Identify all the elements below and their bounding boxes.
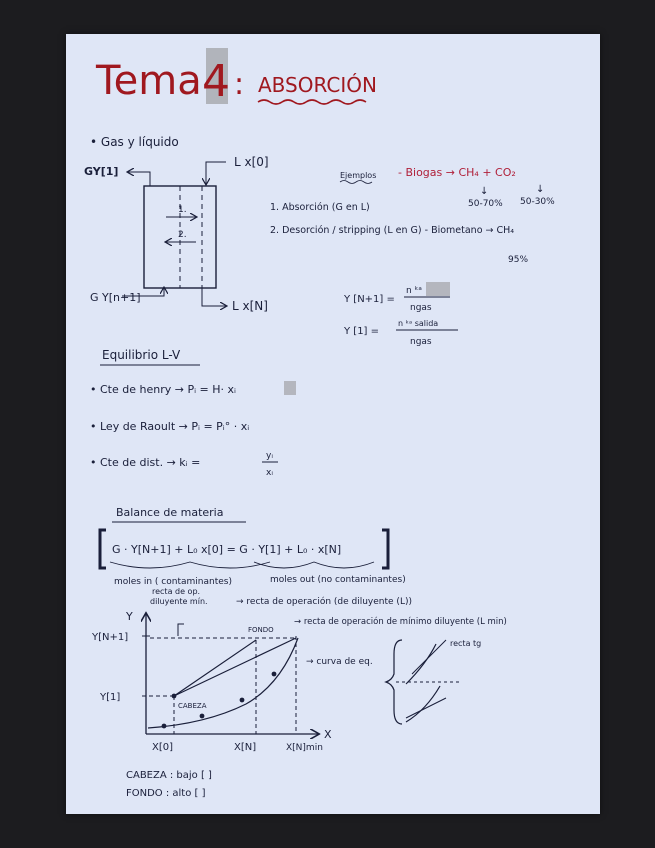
min-operating-line [174, 638, 296, 696]
henry-law: • Cte de henry → Pᵢ = H· xᵢ [90, 383, 236, 396]
y-n1-denominator: ngas [410, 303, 432, 313]
y-1-denominator: ngas [410, 337, 432, 347]
y-1-tick: Y[1] [100, 692, 121, 703]
y-n1-tick: Y[N+1] [92, 632, 129, 643]
svg-text:1.: 1. [178, 205, 187, 215]
label-gy1: GY[1] [84, 165, 119, 178]
y-1-numerator: n ᵏᵃ salida [398, 319, 439, 328]
section-equilibrio-heading: Equilibrio L-V [102, 348, 181, 362]
section-balance-heading: Balance de materia [116, 506, 224, 519]
operating-line [174, 640, 256, 696]
tangent-sketch-top [406, 644, 436, 684]
dist-constant: • Cte de dist. → kᵢ = [90, 456, 201, 469]
ejemplos-label: Ejemplos [340, 171, 377, 180]
moles-in-label: moles in ( contaminantes) [114, 577, 232, 587]
x-0-tick: X[0] [152, 742, 174, 753]
footer-cabeza: CABEZA : bajo [ ] [126, 770, 212, 781]
operating-line-diagram [91, 587, 507, 753]
page-title-subject: ABSORCIÓN [258, 73, 377, 97]
item-desorcion: 2. Desorción / stripping (L en G) - Biometano → CH₄ [270, 225, 515, 236]
biogas-text: - Biogas → CH₄ + CO₂ [398, 166, 516, 179]
y-1-lhs: Y [1] = [344, 326, 380, 337]
svg-text:X: X [324, 728, 332, 741]
svg-text:yᵢ: yᵢ [266, 451, 273, 461]
page-title-tema: Tema [96, 58, 202, 104]
label-recta-operacion-min: → recta de operación de mínimo diluyente (L min) [294, 617, 507, 627]
section-gas-liquido-heading: • Gas y líquido [90, 135, 179, 149]
svg-text:diluyente mín.: diluyente mín. [150, 597, 208, 606]
page-title-colon: : [234, 67, 245, 102]
biogas-pct-co2: 50-30% [520, 197, 555, 207]
title-underline [258, 100, 366, 104]
label-gyn1: G Y[n+1] [90, 291, 141, 304]
svg-text:Y: Y [126, 610, 133, 623]
svg-text:2.: 2. [178, 230, 187, 240]
svg-text:↓: ↓ [480, 186, 489, 197]
cabeza-label: CABEZA [178, 702, 207, 710]
item-absorcion: 1. Absorción (G en L) [270, 202, 370, 213]
equilibrium-curve [148, 638, 298, 728]
liquid-in-stream [206, 162, 226, 184]
svg-text:recta de op.: recta de op. [152, 587, 201, 596]
svg-text:xᵢ: xᵢ [266, 468, 273, 478]
raoult-law: • Ley de Raoult → Pᵢ = Pᵢ° · xᵢ [90, 420, 250, 433]
x-nmin-tick: X[N]min [286, 743, 323, 753]
biometano-pct: 95% [508, 255, 529, 265]
y-n1-numerator: n ᵏᵃ [406, 286, 422, 296]
y-n1-lhs: Y [N+1] = [344, 294, 395, 305]
label-lxn: L x[N] [232, 299, 268, 313]
mass-balance-equation: G · Y[N+1] + L₀ x[0] = G · Y[1] + L₀ · x[N] [112, 543, 342, 556]
handwritten-notes [66, 34, 600, 814]
fondo-label: FONDO [248, 626, 274, 634]
gas-out-stream [128, 172, 150, 186]
label-lx0: L x[0] [234, 155, 269, 169]
label-recta-operacion: → recta de operación (de diluyente (L)) [236, 597, 412, 607]
page-title-number: 4 [202, 56, 230, 107]
x-n-tick: X[N] [234, 742, 257, 753]
svg-text:↓: ↓ [536, 184, 545, 195]
biogas-pct-ch4: 50-70% [468, 199, 503, 209]
footer-fondo: FONDO : alto [ ] [126, 788, 206, 799]
curva-eq-label: → curva de eq. [306, 657, 373, 667]
liquid-out-stream [202, 288, 226, 306]
notebook-page [66, 34, 600, 814]
moles-out-label: moles out (no contaminantes) [270, 575, 406, 585]
recta-tg-label: recta tg [450, 639, 482, 648]
